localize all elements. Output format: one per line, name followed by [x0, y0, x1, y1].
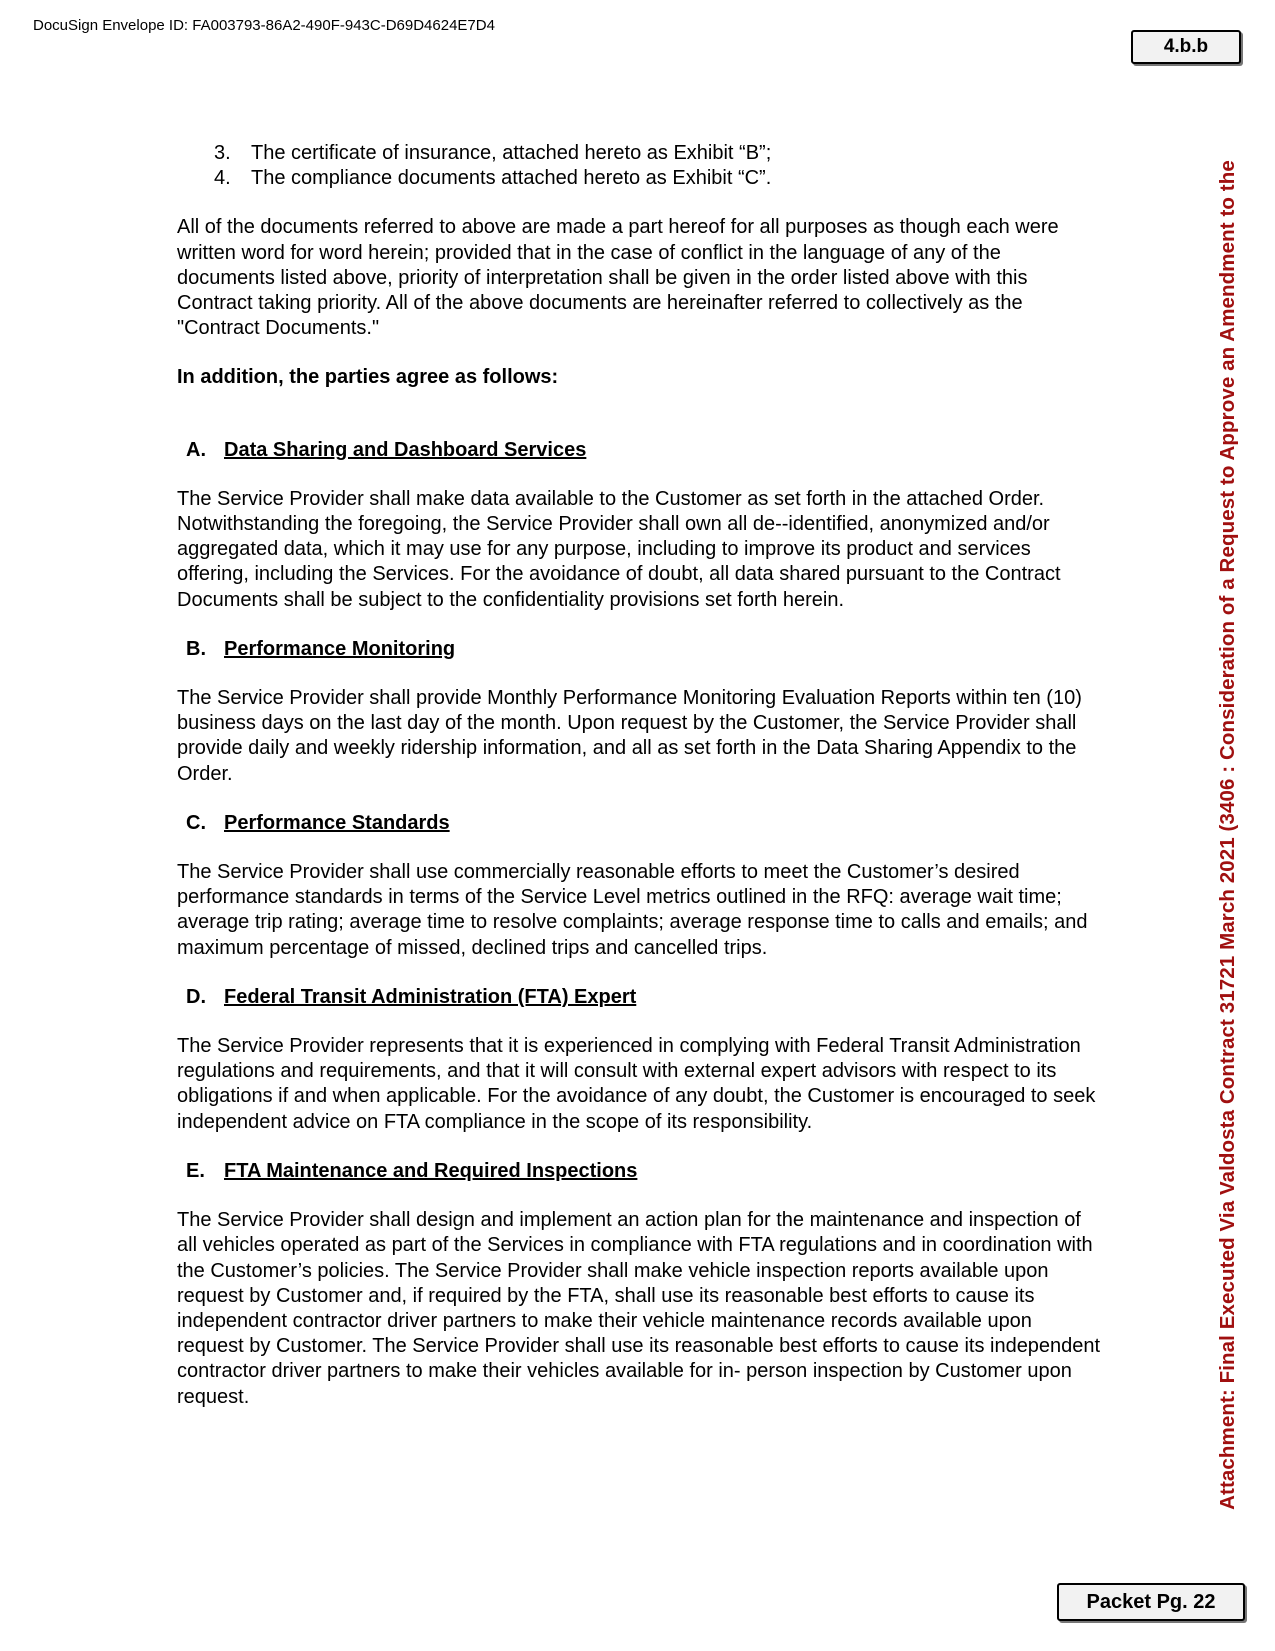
- section-letter: C.: [186, 811, 206, 834]
- envelope-id: DocuSign Envelope ID: FA003793-86A2-490F-943C-D69D4624E7D4: [33, 17, 495, 34]
- list-text: The compliance documents attached hereto as Exhibit “C”.: [251, 167, 772, 190]
- section-body-b: The Service Provider shall provide Monthly Performance Monitoring Evaluation Reports within ten (10) business days on the last day of the month. Upon request by the Customer, the Service Provider shall provide daily and weekly ridership information, and all as set forth in the Data Sharing Appendix to the Order.: [177, 687, 1082, 785]
- section-heading-b: [177, 637, 1102, 662]
- list-number: 3.: [214, 142, 231, 164]
- intro-paragraph: All of the documents referred to above are made a part hereof for all purposes as though each were written word for word herein; provided that in the case of conflict in the language of any of the documents listed above, priority of interpretation shall be given in the order listed above with this Contract taking priority. All of the above documents are hereinafter referred to collectively as the "Contract Documents.": [177, 216, 1059, 340]
- section-heading-c: [177, 811, 1102, 836]
- list-item: [177, 166, 1102, 191]
- side-attachment-label: Attachment: Final Executed Via Valdosta Contract 31721 March 2021 (3406 : Consideration of a Request to Approve an Amendment to the: [1216, 160, 1239, 1510]
- section-heading-a: [177, 438, 1102, 463]
- document-body: [177, 141, 1102, 1410]
- section-title: Data Sharing and Dashboard Services: [224, 438, 587, 461]
- section-body-a: The Service Provider shall make data available to the Customer as set forth in the attached Order. Notwithstanding the foregoing, the Service Provider shall own all de--identified, anonymized and/or aggregated data, which it may use for any purpose, including to improve its product and services offering, including the Services. For the avoidance of doubt, all data shared pursuant to the Contract Documents shall be subject to the confidentiality provisions set forth herein.: [177, 487, 1061, 611]
- lead-in-heading: In addition, the parties agree as follows:: [177, 366, 559, 389]
- packet-page-label: Packet Pg. 22: [1057, 1583, 1245, 1621]
- section-letter: B.: [186, 637, 206, 660]
- section-title: Performance Monitoring: [224, 637, 456, 660]
- section-heading-d: [177, 985, 1102, 1010]
- list-item: [177, 141, 1102, 166]
- section-title: Federal Transit Administration (FTA) Expert: [224, 985, 637, 1008]
- section-letter: D.: [186, 985, 206, 1008]
- side-label-container: [1210, 150, 1246, 1520]
- list-text: The certificate of insurance, attached hereto as Exhibit “B”;: [251, 142, 772, 164]
- section-body-d: The Service Provider represents that it is experienced in complying with Federal Transit Administration regulations and requirements, and that it will consult with external expert advisors with respect to its obligations if and when applicable. For the avoidance of any doubt, the Customer is encouraged to seek independent advice on FTA compliance in the scope of its responsibility.: [177, 1035, 1096, 1133]
- section-heading-e: [177, 1159, 1102, 1184]
- list-number: 4.: [214, 167, 231, 190]
- section-letter: E.: [186, 1159, 205, 1182]
- section-body-c: The Service Provider shall use commercially reasonable efforts to meet the Customer’s desired performance standards in terms of the Service Level metrics outlined in the RFQ: average wait time; average trip rating; average time to resolve complaints; average response time to calls and emails; and maximum percentage of missed, declined trips and cancelled trips.: [177, 861, 1088, 959]
- section-title: FTA Maintenance and Required Inspections: [224, 1159, 638, 1182]
- section-title: Performance Standards: [224, 811, 450, 834]
- section-letter: A.: [186, 438, 206, 461]
- agenda-tag: 4.b.b: [1131, 30, 1241, 64]
- section-body-e: The Service Provider shall design and implement an action plan for the maintenance and inspection of all vehicles operated as part of the Services in compliance with FTA regulations and in coordination with the Customer’s policies. The Service Provider shall make vehicle inspection reports available upon request by Customer and, if required by the FTA, shall use its reasonable best efforts to cause its independent contractor driver partners to make their vehicle maintenance records available upon request by Customer. The Service Provider shall use its reasonable best efforts to cause its independent contractor driver partners to make their vehicles available for in- person inspection by Customer upon request.: [177, 1209, 1101, 1408]
